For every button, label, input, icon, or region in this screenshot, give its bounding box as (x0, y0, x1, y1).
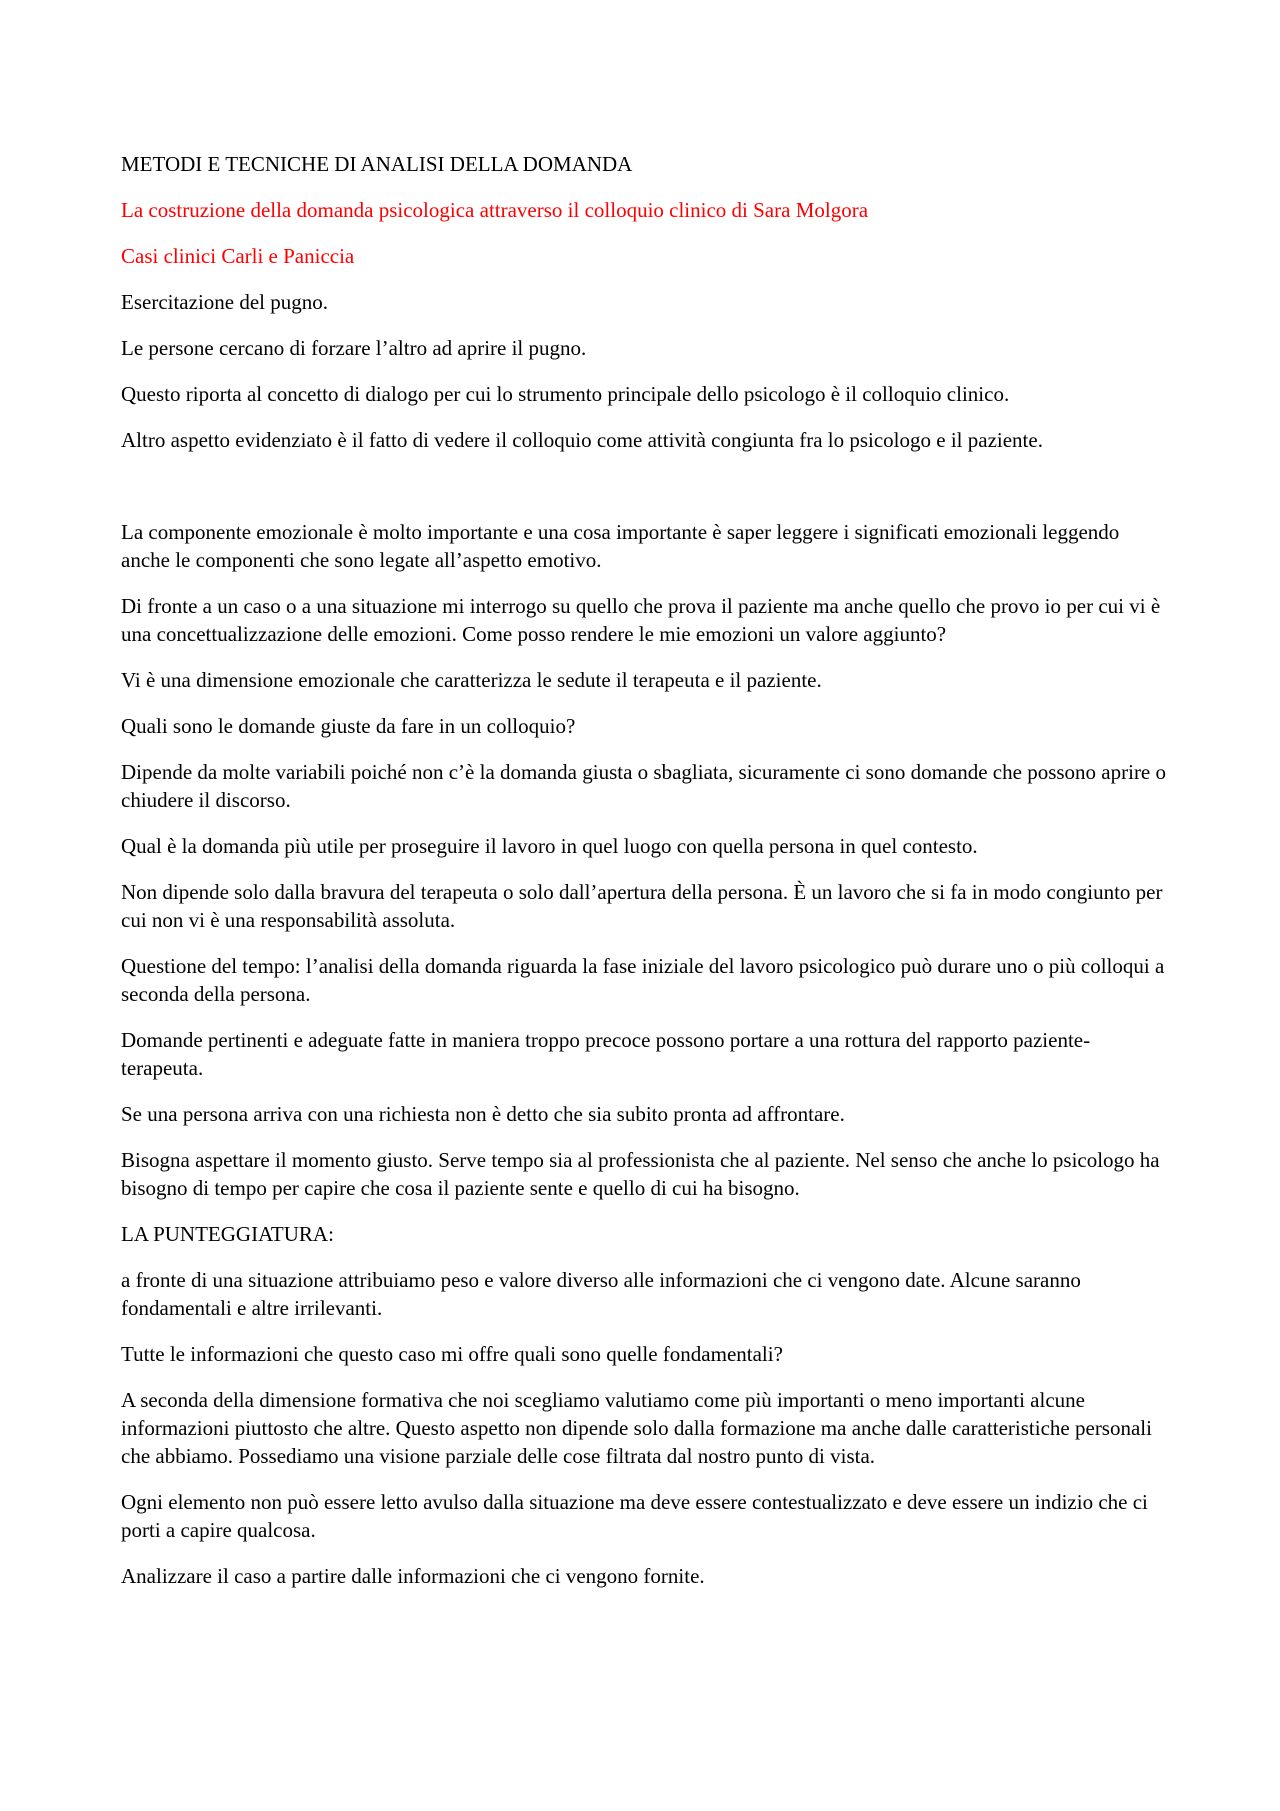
paragraph: A seconda della dimensione formativa che noi scegliamo valutiamo come più importanti o meno importanti alcune informazioni piuttosto che altre. Questo aspetto non dipende solo dalla formazione ma anche dalle caratteristiche personali che abbiamo. Possediamo una visione parziale delle cose filtrata dal nostro punto di vista. (121, 1388, 1152, 1468)
paragraph: Bisogna aspettare il momento giusto. Serve tempo sia al professionista che al paziente. Nel senso che anche lo psicologo ha bisogno di tempo per capire che cosa il paziente sente e quello di cui ha bisogno. (121, 1148, 1160, 1200)
paragraph: Altro aspetto evidenziato è il fatto di vedere il colloquio come attività congiunta fra lo psicologo e il paziente. (121, 428, 1043, 452)
paragraph: Analizzare il caso a partire dalle informazioni che ci vengono fornite. (121, 1564, 705, 1588)
paragraph: Esercitazione del pugno. (121, 290, 329, 314)
paragraph: Non dipende solo dalla bravura del terapeuta o solo dall’apertura della persona. È un lavoro che si fa in modo congiunto per cui non vi è una responsabilità assoluta. (121, 880, 1163, 932)
section-heading-punteggiatura: LA PUNTEGGIATURA: (121, 1222, 334, 1246)
paragraph: Domande pertinenti e adeguate fatte in maniera troppo precoce possono portare a una rottura del rapporto paziente-terapeuta. (121, 1028, 1091, 1080)
paragraph: Di fronte a un caso o a una situazione mi interrogo su quello che prova il paziente ma anche quello che provo io per cui vi è una concettualizzazione delle emozioni. Come posso rendere le mie emozioni un valore aggiunto? (121, 594, 1161, 646)
paragraph: a fronte di una situazione attribuiamo peso e valore diverso alle informazioni che ci vengono date. Alcune saranno fondamentali e altre irrilevanti. (121, 1268, 1081, 1320)
document-subtitle-cases: Casi clinici Carli e Paniccia (121, 244, 355, 268)
paragraph: Tutte le informazioni che questo caso mi offre quali sono quelle fondamentali? (121, 1342, 783, 1366)
paragraph: Se una persona arriva con una richiesta non è detto che sia subito pronta ad affrontare. (121, 1102, 845, 1126)
paragraph: Vi è una dimensione emozionale che caratterizza le sedute il terapeuta e il paziente. (121, 668, 822, 692)
paragraph: Ogni elemento non può essere letto avulso dalla situazione ma deve essere contestualizzato e deve essere un indizio che ci porti a capire qualcosa. (121, 1490, 1148, 1542)
paragraph: Questione del tempo: l’analisi della domanda riguarda la fase iniziale del lavoro psicologico può durare uno o più colloqui a seconda della persona. (121, 954, 1165, 1006)
paragraph: Dipende da molte variabili poiché non c’è la domanda giusta o sbagliata, sicuramente ci sono domande che possono aprire o chiudere il discorso. (121, 760, 1167, 812)
paragraph: Qual è la domanda più utile per proseguire il lavoro in quel luogo con quella persona in quel contesto. (121, 834, 978, 858)
document-body (121, 150, 1166, 1608)
paragraph: La componente emozionale è molto importante e una cosa importante è saper leggere i significati emozionali leggendo anche le componenti che sono legate all’aspetto emotivo. (121, 520, 1120, 572)
paragraph: Questo riporta al concetto di dialogo per cui lo strumento principale dello psicologo è il colloquio clinico. (121, 382, 1010, 406)
document-subtitle-source: La costruzione della domanda psicologica attraverso il colloquio clinico di Sara Molgora (121, 198, 869, 222)
document-title: METODI E TECNICHE DI ANALISI DELLA DOMANDA (121, 152, 633, 176)
paragraph: Quali sono le domande giuste da fare in un colloquio? (121, 714, 576, 738)
paragraph: Le persone cercano di forzare l’altro ad aprire il pugno. (121, 336, 587, 360)
